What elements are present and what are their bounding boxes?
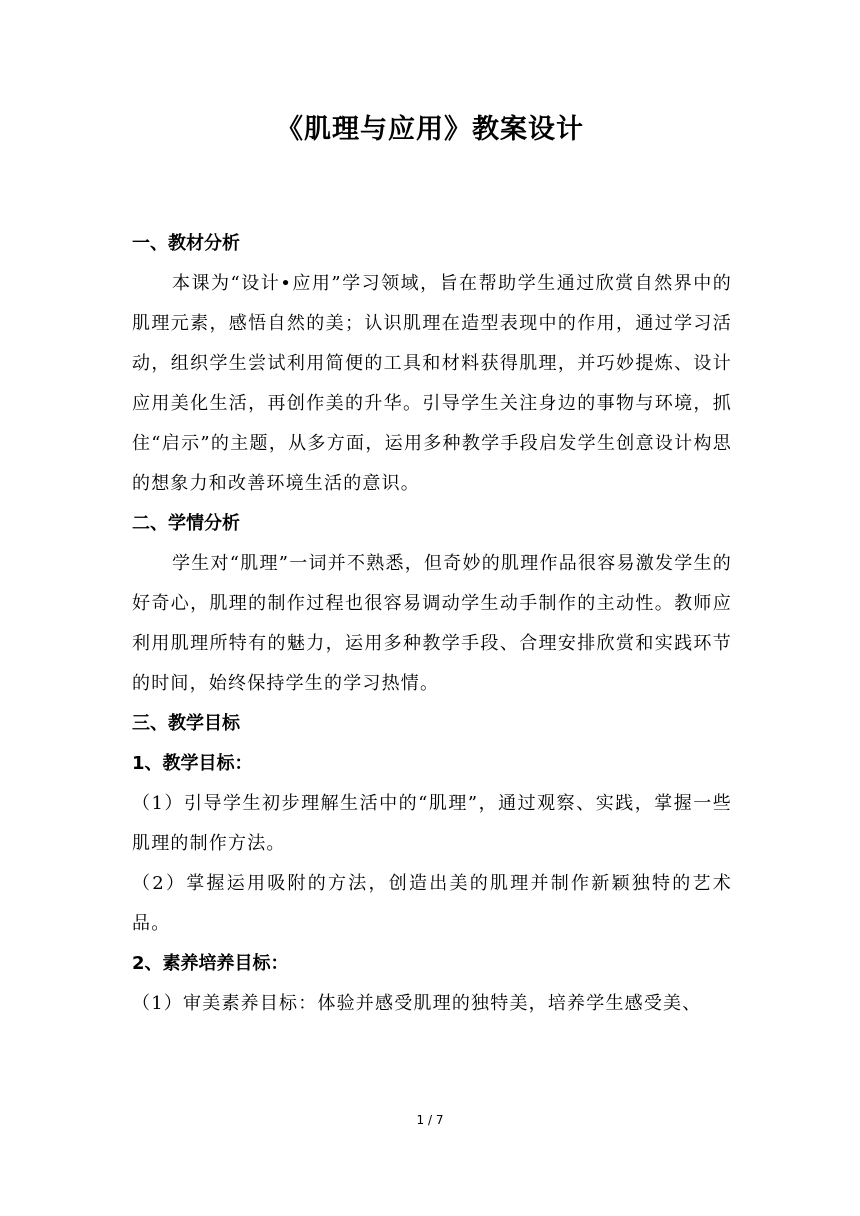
literacy-goal-item-1: （1）审美素养目标：体验并感受肌理的独特美，培养学生感受美、 bbox=[132, 993, 702, 1014]
goal-item-1: （1）引导学生初步理解生活中的“肌理”，通过观察、实践，掌握一些肌理的制作方法。 bbox=[132, 793, 732, 854]
section-paragraph-student-analysis: 学生对“肌理”一词并不熟悉，但奇妙的肌理作品很容易激发学生的好奇心，肌理的制作过程也很容易调动学生动手制作的主动性。教师应利用肌理所特有的魅力，运用多种教学手段、合理安排欣赏和实践环节的时间，始终保持学生的学习热情。 bbox=[132, 553, 732, 694]
section-paragraph-textbook-analysis: 本课为“设计•应用”学习领域，旨在帮助学生通过欣赏自然界中的肌理元素，感悟自然的美；认识肌理在造型表现中的作用，通过学习活动，组织学生尝试利用简便的工具和材料获得肌理，并巧妙提炼、设计应用美化生活，再创作美的升华。引导学生关注身边的事物与环境，抓住“启示”的主题，从多方面，运用多种教学手段启发学生创意设计构思的想象力和改善环境生活的意识。 bbox=[132, 273, 732, 494]
document-title: 《肌理与应用》教案设计 bbox=[276, 114, 584, 145]
subsection-heading-literacy-goals: 2、素养培养目标： bbox=[132, 953, 289, 974]
subsection-heading-teaching-goals: 1、教学目标： bbox=[132, 753, 253, 774]
page-number: 1 / 7 bbox=[416, 1113, 444, 1127]
document-body bbox=[132, 224, 732, 1024]
section-heading-student-analysis: 二、学情分析 bbox=[132, 513, 240, 534]
section-heading-textbook-analysis: 一、教材分析 bbox=[132, 233, 240, 254]
goal-item-2: （2）掌握运用吸附的方法，创造出美的肌理并制作新颖独特的艺术品。 bbox=[132, 873, 732, 934]
section-heading-teaching-goals: 三、教学目标 bbox=[132, 713, 240, 734]
